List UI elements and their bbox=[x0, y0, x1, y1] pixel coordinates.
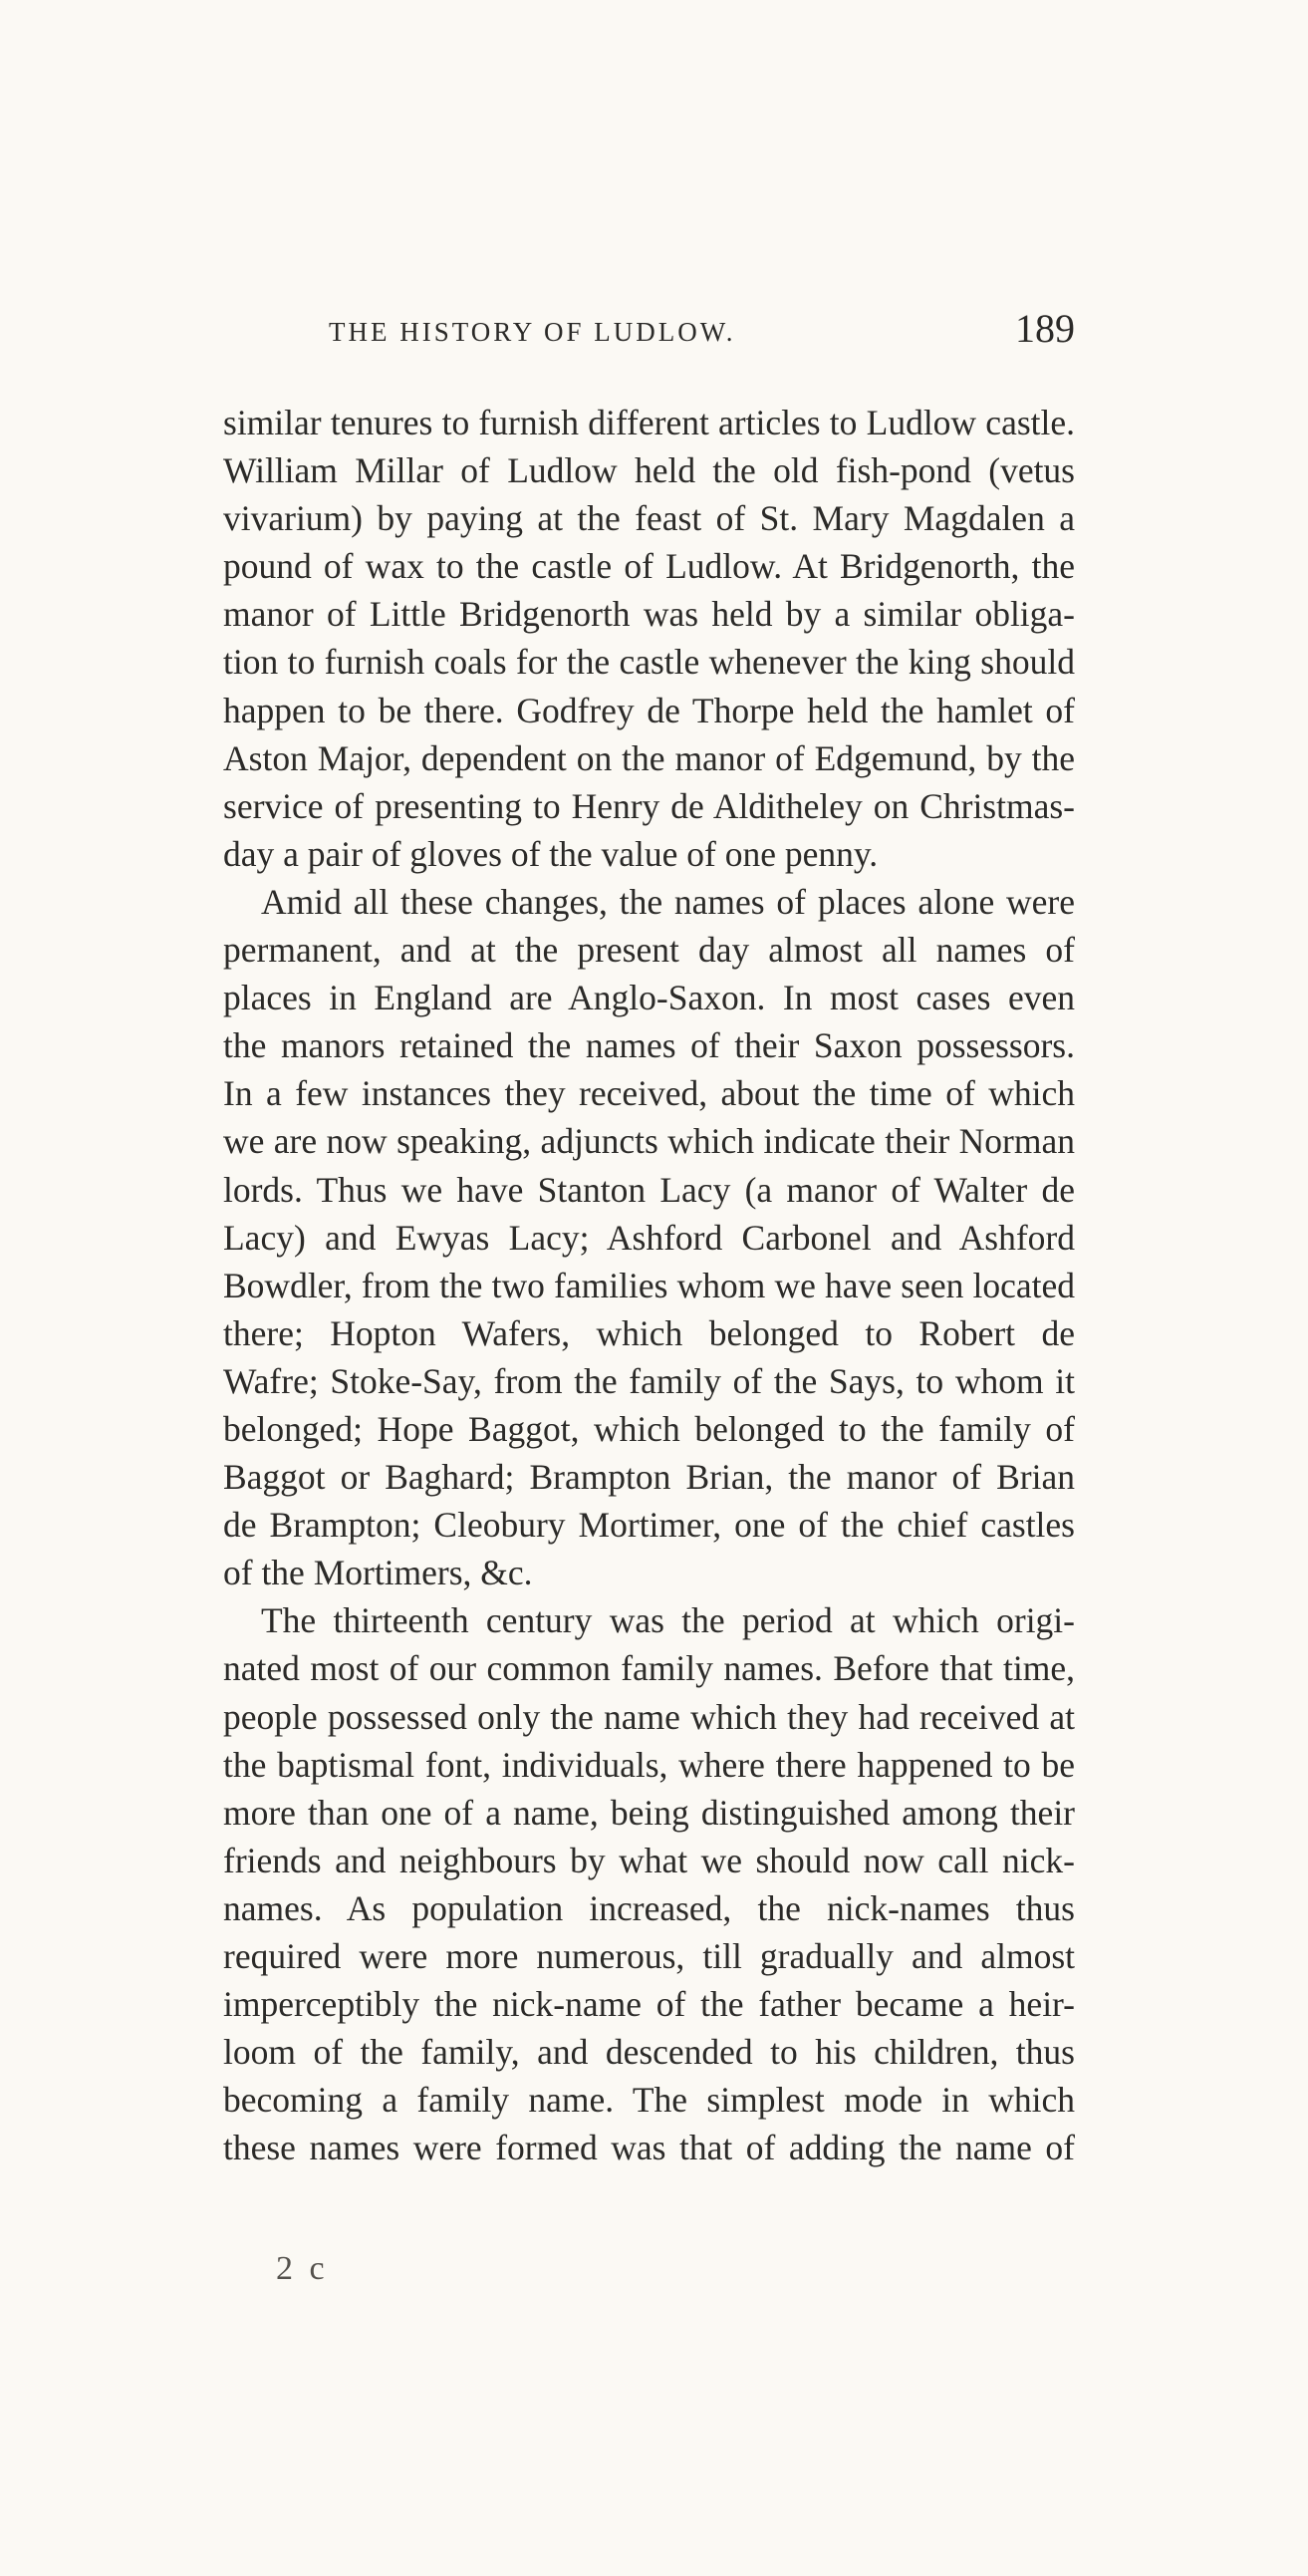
text-line: service of presenting to Henry de Alditheley on Christmas- bbox=[223, 785, 1075, 826]
text-line: Baggot or Baghard; Brampton Brian, the manor of Brian bbox=[223, 1457, 1075, 1498]
paragraph-start-line: Amid all these changes, the names of places alone were bbox=[261, 881, 1075, 922]
running-title: THE HISTORY OF LUDLOW. bbox=[329, 317, 736, 347]
text-line: required were more numerous, till gradually and almost bbox=[223, 1936, 1075, 1976]
text-line: de Brampton; Cleobury Mortimer, one of the chief castles bbox=[223, 1505, 1075, 1546]
paragraph-start-line: The thirteenth century was the period at which origi- bbox=[261, 1600, 1075, 1641]
text-line: day a pair of gloves of the value of one penny. bbox=[223, 833, 879, 874]
text-line: vivarium) by paying at the feast of St. Mary Magdalen a bbox=[223, 498, 1075, 539]
text-line: friends and neighbours by what we should now call nick- bbox=[223, 1840, 1075, 1880]
text-line: of the Mortimers, &c. bbox=[223, 1553, 533, 1593]
text-line: becoming a family name. The simplest mode in which bbox=[223, 2080, 1075, 2121]
text-line: people possessed only the name which they had received at bbox=[223, 1696, 1075, 1737]
text-line: happen to be there. Godfrey de Thorpe held the hamlet of bbox=[223, 690, 1075, 730]
text-line: we are now speaking, adjuncts which indicate their Norman bbox=[223, 1121, 1075, 1162]
text-line: these names were formed was that of adding the name of bbox=[223, 2128, 1075, 2168]
text-line: more than one of a name, being distinguished among their bbox=[223, 1792, 1075, 1833]
text-line: the manors retained the names of their Saxon possessors. bbox=[223, 1025, 1075, 1066]
text-line: names. As population increased, the nick-names thus bbox=[223, 1887, 1075, 1928]
text-line: belonged; Hope Baggot, which belonged to the family of bbox=[223, 1408, 1075, 1449]
text-line: loom of the family, and descended to his children, thus bbox=[223, 2032, 1075, 2073]
text-line: In a few instances they received, about the time of which bbox=[223, 1073, 1075, 1114]
text-line: places in England are Anglo-Saxon. In most cases even bbox=[223, 978, 1075, 1018]
text-line: pound of wax to the castle of Ludlow. At Bridgenorth, the bbox=[223, 546, 1075, 587]
text-line: manor of Little Bridgenorth was held by a similar obliga- bbox=[223, 594, 1075, 635]
text-line: permanent, and at the present day almost all names of bbox=[223, 930, 1075, 971]
text-line: Wafre; Stoke-Say, from the family of the Says, to whom it bbox=[223, 1360, 1075, 1401]
text-line: there; Hopton Wafers, which belonged to Robert de bbox=[223, 1312, 1075, 1353]
page-number: 189 bbox=[1015, 306, 1075, 351]
text-line: lords. Thus we have Stanton Lacy (a manor of Walter de bbox=[223, 1169, 1075, 1210]
signature-mark: 2 c bbox=[276, 2250, 329, 2287]
text-line: tion to furnish coals for the castle whenever the king should bbox=[223, 642, 1075, 683]
text-line: similar tenures to furnish different articles to Ludlow castle. bbox=[223, 403, 1075, 442]
body-text bbox=[223, 399, 1075, 2171]
text-line: imperceptibly the nick-name of the father became a heir- bbox=[223, 1984, 1075, 2025]
text-line: Bowdler, from the two families whom we have seen located bbox=[223, 1265, 1075, 1305]
text-line: Lacy) and Ewyas Lacy; Ashford Carbonel and Ashford bbox=[223, 1217, 1075, 1258]
text-line: William Millar of Ludlow held the old fish-pond (vetus bbox=[223, 450, 1075, 491]
text-line: Aston Major, dependent on the manor of Edgemund, by the bbox=[223, 737, 1075, 778]
running-head bbox=[229, 307, 1081, 357]
text-line: nated most of our common family names. Before that time, bbox=[223, 1648, 1075, 1689]
text-line: the baptismal font, individuals, where there happened to be bbox=[223, 1744, 1075, 1785]
